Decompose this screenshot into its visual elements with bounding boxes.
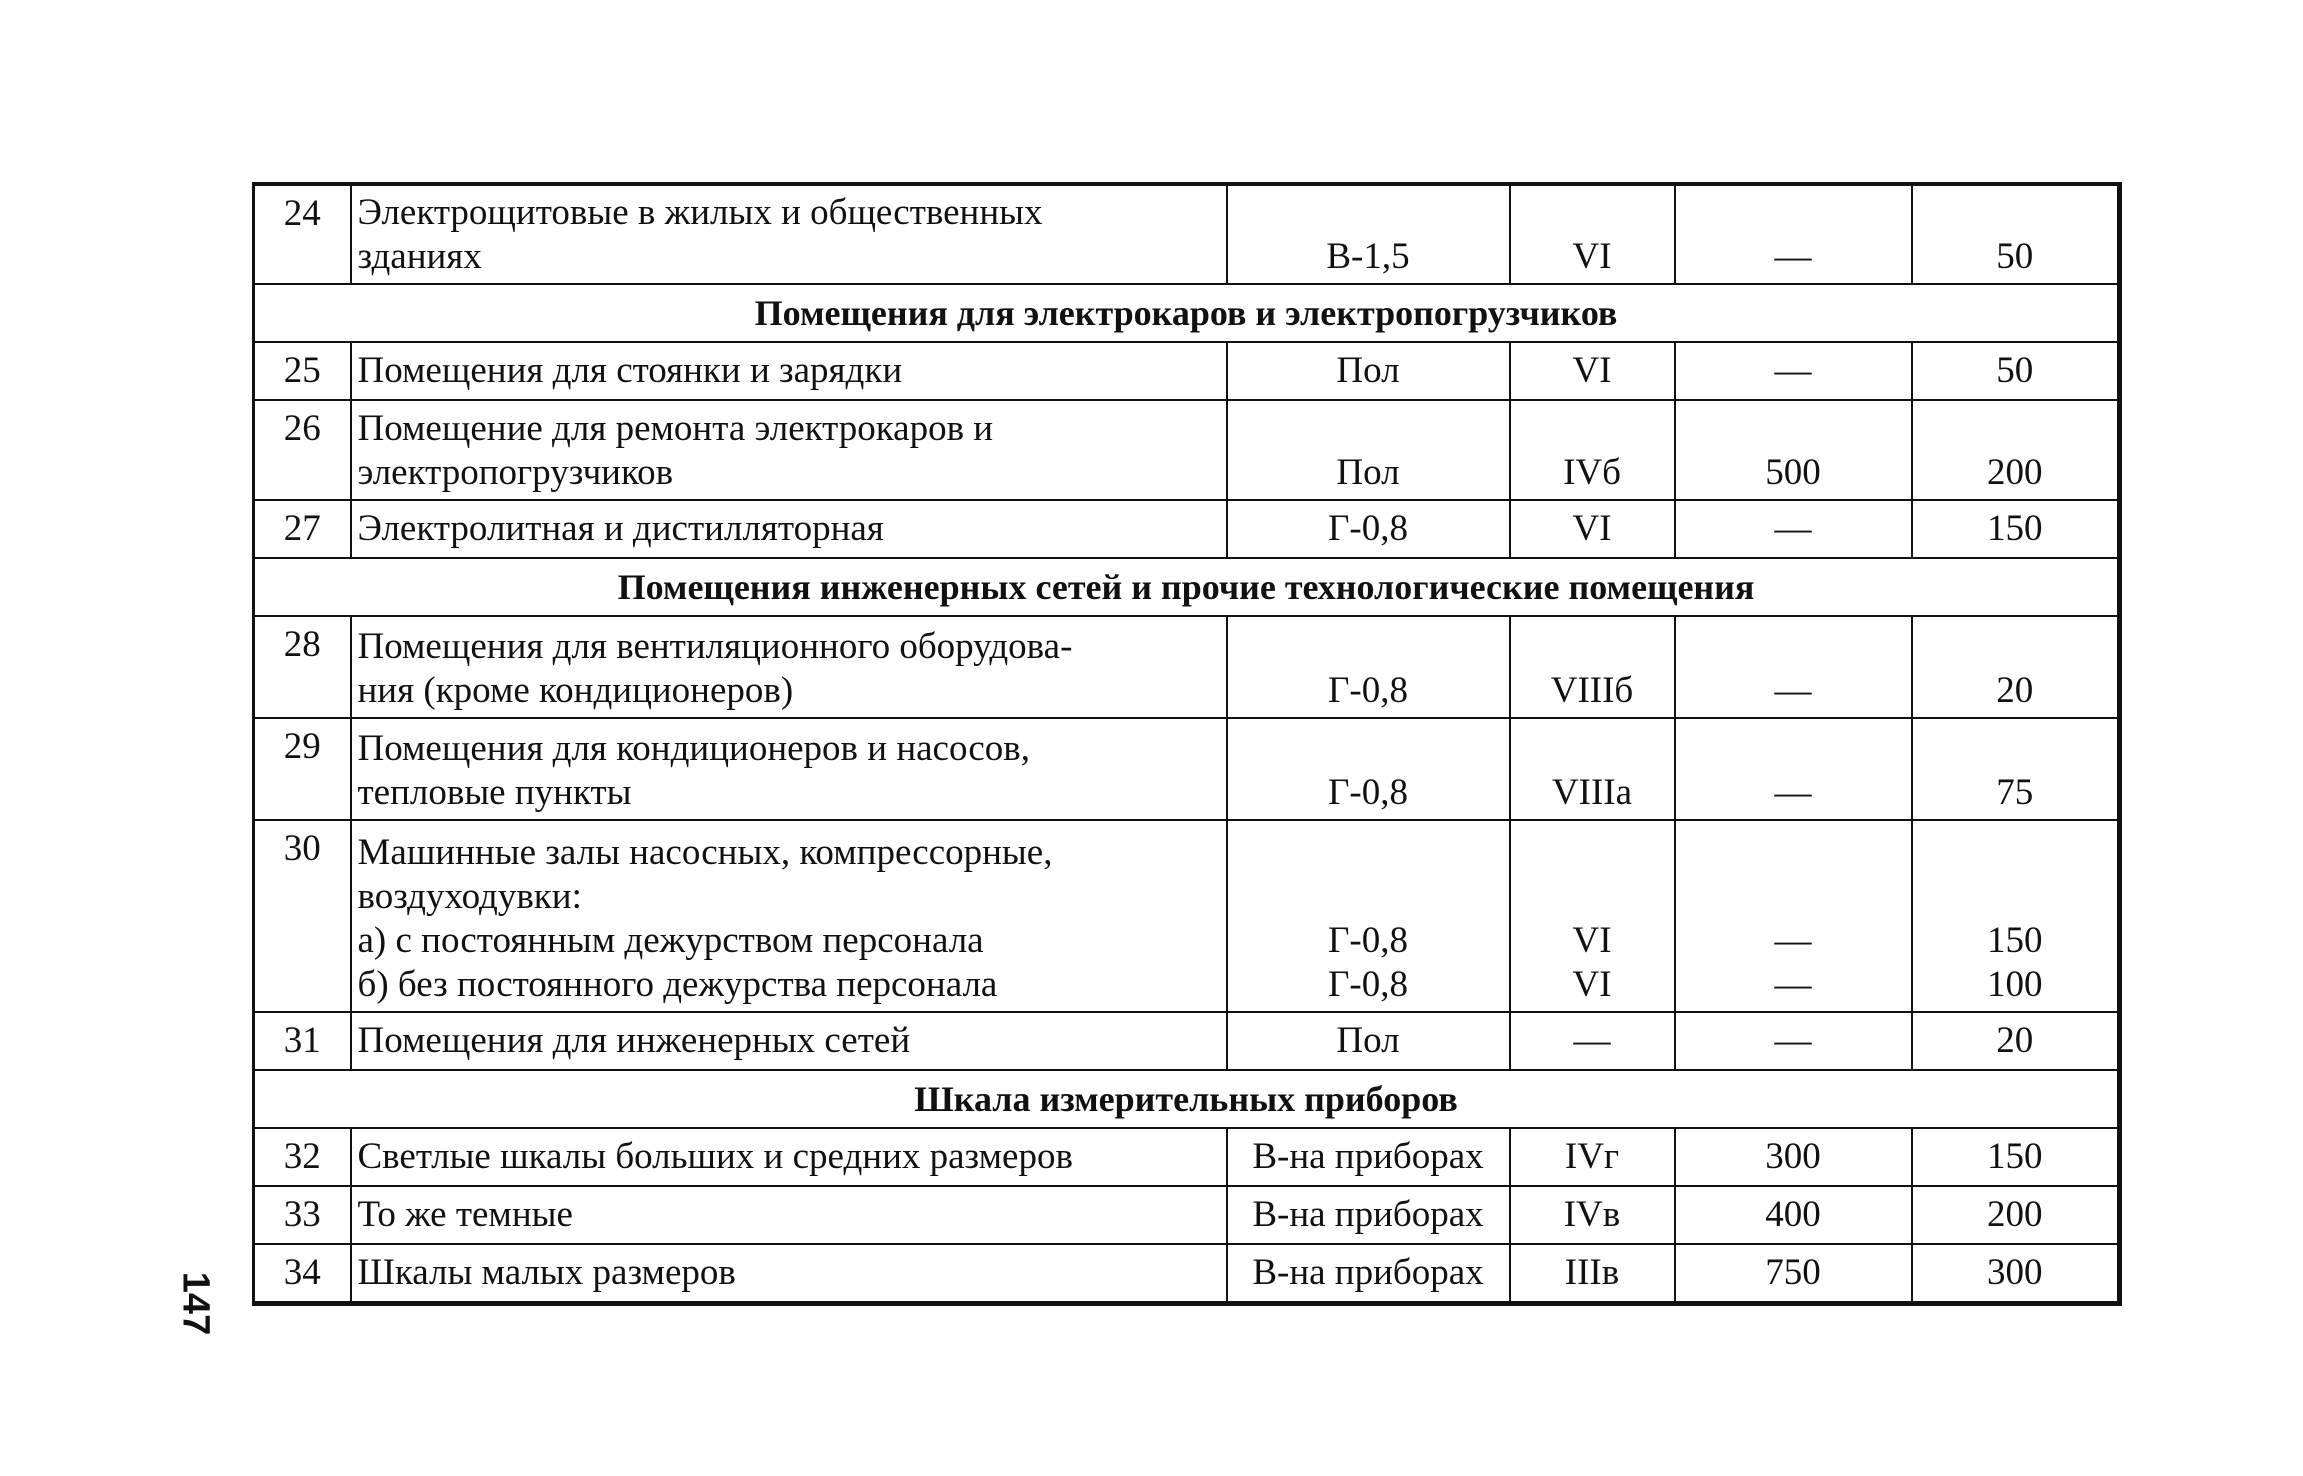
general-lighting: 150 100 — [1912, 820, 2120, 1012]
working-surface: Г-0,8 — [1227, 616, 1510, 718]
visual-category: VIIIa — [1510, 718, 1675, 820]
general-lighting: 150 — [1912, 500, 2120, 558]
visual-category: VIIIб — [1510, 616, 1675, 718]
visual-category: VI VI — [1510, 820, 1675, 1012]
visual-category: VI — [1510, 184, 1675, 284]
visual-category: VI — [1510, 342, 1675, 400]
visual-category: — — [1510, 1012, 1675, 1070]
row-number: 24 — [254, 184, 351, 284]
section-title: Помещения инженерных сетей и прочие технологические помещения — [254, 558, 2120, 616]
combined-lighting: — — [1675, 500, 1912, 558]
table-row — [254, 616, 2120, 718]
general-lighting: 150 — [1912, 1128, 2120, 1186]
general-lighting: 50 — [1912, 342, 2120, 400]
combined-lighting: — — [1675, 184, 1912, 284]
table-row — [254, 184, 2120, 284]
row-number: 28 — [254, 616, 351, 718]
table-row — [254, 500, 2120, 558]
table-row — [254, 1128, 2120, 1186]
table-row — [254, 1244, 2120, 1304]
visual-category: IVв — [1510, 1186, 1675, 1244]
page-number: 147 — [174, 1271, 217, 1336]
room-name: Электролитная и дистилляторная — [351, 500, 1227, 558]
room-name: Светлые шкалы больших и средних размеров — [351, 1128, 1227, 1186]
working-surface: Пол — [1227, 342, 1510, 400]
row-number: 32 — [254, 1128, 351, 1186]
section-header — [254, 284, 2120, 342]
visual-category: IIIв — [1510, 1244, 1675, 1304]
section-title: Шкала измерительных приборов — [254, 1070, 2120, 1128]
working-surface: В-на приборах — [1227, 1128, 1510, 1186]
section-header — [254, 558, 2120, 616]
general-lighting: 300 — [1912, 1244, 2120, 1304]
general-lighting: 50 — [1912, 184, 2120, 284]
visual-category: VI — [1510, 500, 1675, 558]
table-row — [254, 1186, 2120, 1244]
table-row — [254, 1012, 2120, 1070]
combined-lighting: 750 — [1675, 1244, 1912, 1304]
working-surface: Пол — [1227, 400, 1510, 500]
section-title: Помещения для электрокаров и электропогрузчиков — [254, 284, 2120, 342]
visual-category: IVб — [1510, 400, 1675, 500]
row-number: 26 — [254, 400, 351, 500]
room-name: Помещение для ремонта электрокаров и электропогрузчиков — [351, 400, 1227, 500]
general-lighting: 200 — [1912, 400, 2120, 500]
combined-lighting: — — — [1675, 820, 1912, 1012]
room-name: Электрощитовые в жилых и общественных зданиях — [351, 184, 1227, 284]
room-name: Машинные залы насосных, компрессорные, воздуходувки: а) с постоянным дежурством персонала б) без постоянного дежурства персонала — [351, 820, 1227, 1012]
room-name: То же темные — [351, 1186, 1227, 1244]
room-name: Шкалы малых размеров — [351, 1244, 1227, 1304]
row-number: 29 — [254, 718, 351, 820]
row-number: 30 — [254, 820, 351, 1012]
combined-lighting: — — [1675, 616, 1912, 718]
working-surface: В-1,5 — [1227, 184, 1510, 284]
row-number: 33 — [254, 1186, 351, 1244]
table-row — [254, 400, 2120, 500]
general-lighting: 200 — [1912, 1186, 2120, 1244]
visual-category: IVг — [1510, 1128, 1675, 1186]
row-number: 27 — [254, 500, 351, 558]
working-surface: Г-0,8 Г-0,8 — [1227, 820, 1510, 1012]
combined-lighting: — — [1675, 342, 1912, 400]
table-row — [254, 718, 2120, 820]
combined-lighting: 400 — [1675, 1186, 1912, 1244]
combined-lighting: 500 — [1675, 400, 1912, 500]
combined-lighting: — — [1675, 1012, 1912, 1070]
row-number: 31 — [254, 1012, 351, 1070]
working-surface: Г-0,8 — [1227, 718, 1510, 820]
general-lighting: 20 — [1912, 1012, 2120, 1070]
general-lighting: 75 — [1912, 718, 2120, 820]
room-name: Помещения для кондиционеров и насосов, тепловые пункты — [351, 718, 1227, 820]
row-number: 25 — [254, 342, 351, 400]
combined-lighting: — — [1675, 718, 1912, 820]
room-name: Помещения для вентиляционного оборудова- ния (кроме кондиционеров) — [351, 616, 1227, 718]
combined-lighting: 300 — [1675, 1128, 1912, 1186]
table-row — [254, 820, 2120, 1012]
working-surface: В-на приборах — [1227, 1186, 1510, 1244]
general-lighting: 20 — [1912, 616, 2120, 718]
section-header — [254, 1070, 2120, 1128]
working-surface: Г-0,8 — [1227, 500, 1510, 558]
row-number: 34 — [254, 1244, 351, 1304]
room-name: Помещения для инженерных сетей — [351, 1012, 1227, 1070]
working-surface: В-на приборах — [1227, 1244, 1510, 1304]
room-name: Помещения для стоянки и зарядки — [351, 342, 1227, 400]
norms-table — [252, 182, 2122, 1306]
table-row — [254, 342, 2120, 400]
working-surface: Пол — [1227, 1012, 1510, 1070]
